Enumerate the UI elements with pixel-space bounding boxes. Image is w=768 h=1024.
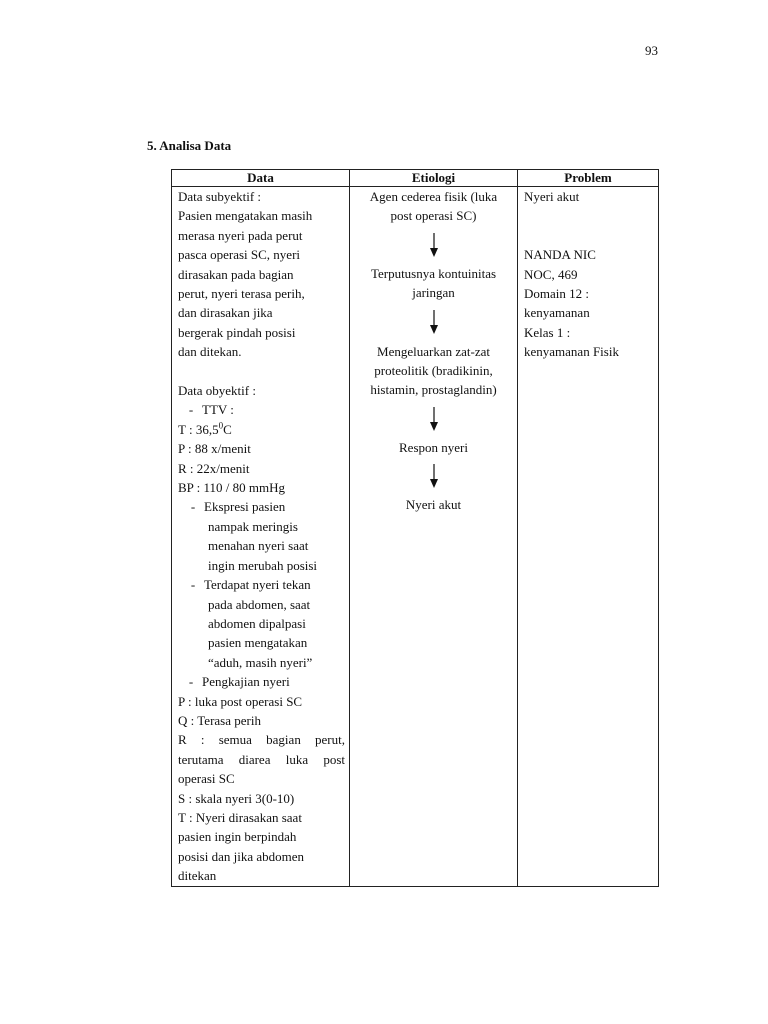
pqrst-t: T : Nyeri dirasakan saat [178,809,302,825]
bullet-line: ingin merubah posisi [208,557,318,573]
subjective-line: dirasakan pada bagian [178,266,294,282]
dash-marker: - [188,674,194,690]
ttv-item [178,400,345,419]
subjective-line: dan ditekan. [178,344,242,360]
subjective-line: perut, nyeri terasa perih, [178,286,305,302]
subjective-line: dan dirasakan jika [178,305,273,321]
pqrst-t: posisi dan jika abdomen [178,848,305,864]
pulse: P : 88 x/menit [178,441,251,457]
etiologi-step: post operasi SC) [390,208,477,224]
pqrst-q: Q : Terasa perih [178,712,261,728]
pqrst-s: S : skala nyeri 3(0-10) [178,790,295,806]
etiologi-step: jaringan [412,285,455,301]
dash-marker: - [190,499,196,515]
problem-line: Domain 12 : [524,286,589,301]
etiologi-step: Respon nyeri [399,439,468,455]
section-title: 5. Analisa Data [147,138,232,153]
problem-line: NANDA NIC [524,247,596,263]
bullet-line: nampak meringis [208,518,298,534]
down-arrow-icon [353,226,514,264]
pqrst-r: operasi SC [178,771,235,787]
down-arrow-icon [353,400,514,438]
bullet-line: “aduh, masih nyeri” [208,654,313,670]
bullet-item: - Terdapat nyeri tekan [178,575,345,594]
bullet-item: - Pengkajian nyeri [178,672,345,691]
pqrst-r: R : semua bagian perut, [178,732,345,748]
problem-line: Kelas 1 : [524,324,571,340]
header-data: Data [172,170,350,187]
analysis-table [171,169,659,887]
pqrst-t: ditekan [178,868,217,884]
etiologi-step: Mengeluarkan zat-zat [377,343,490,359]
bullet-line: pada abdomen, saat [208,596,311,612]
data-cell [172,187,350,887]
page-number: 93 [645,43,658,58]
bullet-line: abdomen dipalpasi [208,615,306,631]
dash-marker: - [190,577,196,593]
subjective-line: pasca operasi SC, nyeri [178,247,301,263]
pqrst-t: pasien ingin berpindah [178,829,297,845]
problem-line: NOC, 469 [524,266,578,282]
subjective-line: merasa nyeri pada perut [178,227,303,243]
table-header-row [172,170,659,187]
respiration: R : 22x/menit [178,460,250,476]
dash-marker: - [188,402,194,418]
problem-title: Nyeri akut [524,189,580,204]
ttv-label: TTV : [202,402,234,418]
subjective-label: Data subyektif : [178,189,262,204]
etiologi-step: Nyeri akut [405,497,462,513]
down-arrow-icon [353,303,514,342]
bullet-line: menahan nyeri saat [208,538,309,554]
subjective-line: bergerak pindah posisi [178,324,296,340]
pqrst-p: P : luka post operasi SC [178,693,303,709]
bullet-line: pasien mengatakan [208,635,308,651]
problem-line: kenyamanan Fisik [524,344,619,360]
temperature: T : 36,5$^0$C [178,420,232,437]
bullet-item: - Ekspresi pasien [178,497,345,516]
etiologi-step: histamin, prostaglandin) [370,382,497,398]
etiologi-cell [350,187,518,887]
down-arrow-icon [353,457,514,495]
pqrst-r: terutama diarea luka post [178,751,345,767]
header-etiologi: Etiologi [350,170,518,187]
table-row [172,187,659,887]
objective-label: Data obyektif : [178,383,256,399]
problem-line: kenyamanan [524,305,590,321]
header-problem: Problem [518,170,659,187]
problem-cell [518,187,659,887]
etiologi-step: Terputusnya kontuinitas [370,265,497,281]
blood-pressure: BP : 110 / 80 mmHg [178,480,286,496]
etiologi-step: proteolitik (bradikinin, [374,363,493,379]
etiologi-step: Agen cederea fisik (luka [369,189,498,204]
subjective-line: Pasien mengatakan masih [178,208,313,224]
